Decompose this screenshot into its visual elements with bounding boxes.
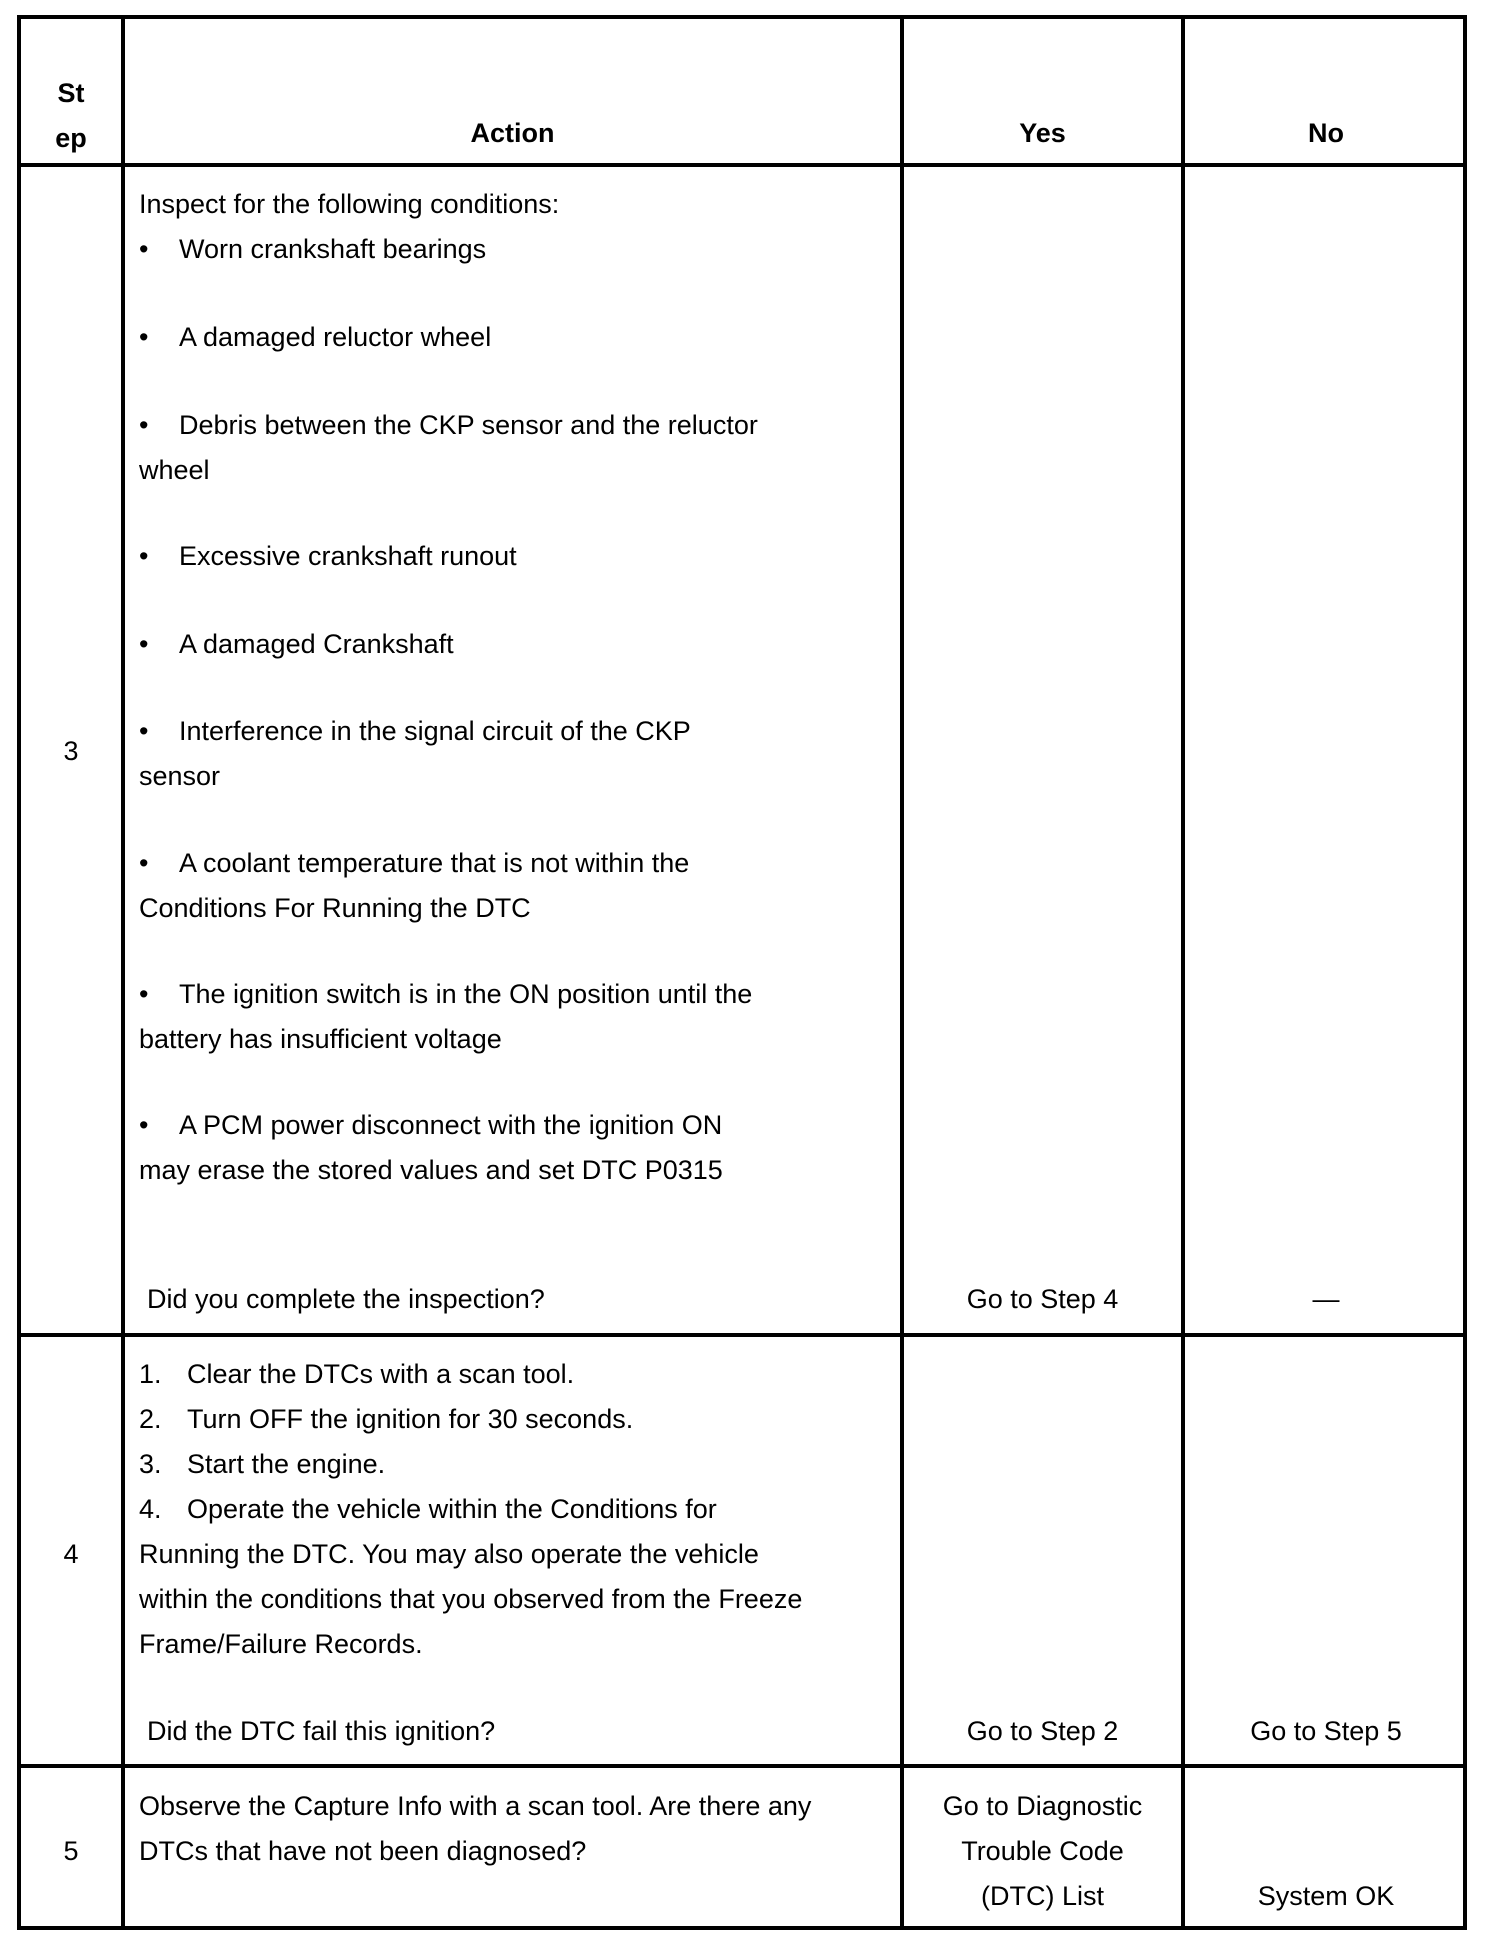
list-item-continuation: within the conditions that you observed from the Freeze [139,1584,803,1614]
yes-result: Go to Step 4 [966,1284,1119,1314]
step-number: 5 [63,1836,79,1866]
list-item-continuation: Conditions For Running the DTC [139,893,531,923]
list-item: 1. Clear the DTCs with a scan tool. [139,1359,575,1389]
step-number: 4 [63,1539,79,1569]
no-result: Go to Step 5 [1250,1716,1402,1746]
header-step: St ep [55,78,87,153]
header-action: Action [470,118,555,148]
row-divider [21,163,1463,167]
list-item-continuation: sensor [139,761,221,791]
header-no: No [1308,118,1344,148]
list-item: 2. Turn OFF the ignition for 30 seconds. [139,1404,634,1434]
yes-result: Trouble Code [961,1836,1124,1866]
column-divider [121,19,125,1926]
action-text: DTCs that have not been diagnosed? [139,1836,587,1866]
list-item-continuation: Frame/Failure Records. [139,1629,423,1659]
list-item: • The ignition switch is in the ON position until the [139,979,753,1009]
no-result: — [1312,1284,1340,1314]
list-item: • Interference in the signal circuit of the CKP [139,716,691,746]
action-question: Did the DTC fail this ignition? [147,1716,496,1746]
list-item-continuation: wheel [139,455,210,485]
header-yes: Yes [1019,118,1066,148]
row-divider [21,1764,1463,1768]
yes-result: (DTC) List [981,1881,1104,1911]
no-result: System OK [1257,1881,1395,1911]
list-item: 4. Operate the vehicle within the Conditions for [139,1494,717,1524]
list-item-continuation: battery has insufficient voltage [139,1024,502,1054]
list-item: 3. Start the engine. [139,1449,386,1479]
list-item: • A damaged reluctor wheel [139,322,492,352]
diagnostic-table [17,15,1467,1930]
list-item: • A damaged Crankshaft [139,629,454,659]
list-item-continuation: Running the DTC. You may also operate the vehicle [139,1539,759,1569]
action-intro: Inspect for the following conditions: [139,189,560,219]
column-divider [900,19,904,1926]
step-number: 3 [63,736,79,766]
row-divider [21,1333,1463,1337]
list-item: • Worn crankshaft bearings [139,234,487,264]
column-divider [1181,19,1185,1926]
action-text: Observe the Capture Info with a scan tool. Are there any [139,1791,812,1821]
list-item: • A coolant temperature that is not within the [139,848,690,878]
yes-result: Go to Diagnostic [942,1791,1143,1821]
list-item: • Debris between the CKP sensor and the reluctor [139,410,758,440]
yes-result: Go to Step 2 [966,1716,1119,1746]
list-item: • Excessive crankshaft runout [139,541,517,571]
list-item-continuation: may erase the stored values and set DTC P0315 [139,1155,723,1185]
list-item: • A PCM power disconnect with the ignition ON [139,1110,723,1140]
action-question: Did you complete the inspection? [147,1284,545,1314]
